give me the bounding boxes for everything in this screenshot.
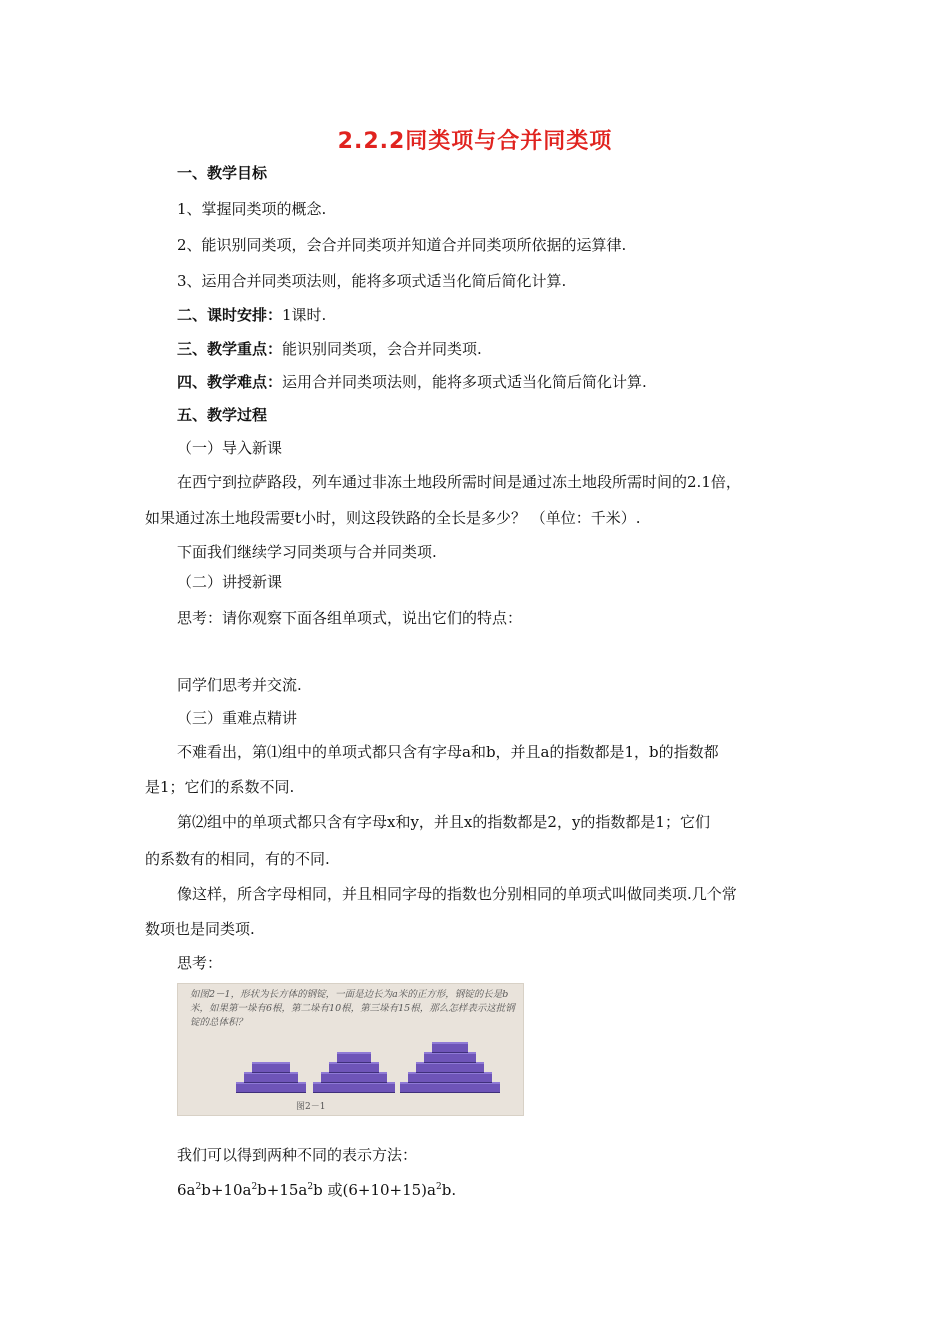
volume-formula xyxy=(177,1180,456,1200)
explanation-line-3: 第⑵组中的单项式都只含有字母x和y，并且x的指数都是2，y的指数都是1；它们 xyxy=(177,813,710,831)
difficulties-text: 运用合并同类项法则，能将多项式适当化简后简化计算. xyxy=(282,373,647,391)
think-label: 思考： xyxy=(177,954,223,972)
difficulties-line xyxy=(177,372,647,392)
representation-intro: 我们可以得到两种不同的表示方法： xyxy=(177,1146,418,1164)
subheading-key-explanation: （三）重难点精讲 xyxy=(177,709,298,727)
ingot-stack-3 xyxy=(400,1036,500,1092)
schedule-line xyxy=(177,305,326,325)
definition-line-2: 数项也是同类项. xyxy=(145,920,255,938)
formula-exponent: 2 xyxy=(195,1182,202,1192)
formula-part: b. xyxy=(441,1181,457,1199)
formula-part: b 或(6+10+15)a xyxy=(313,1181,436,1199)
explanation-line-2: 是1；它们的系数不同. xyxy=(145,778,295,796)
explanation-line-1: 不难看出，第⑴组中的单项式都只含有字母a和b，并且a的指数都是1，b的指数都 xyxy=(177,743,719,761)
formula-exponent: 2 xyxy=(435,1182,442,1192)
formula-part: b+10a xyxy=(201,1181,252,1199)
subheading-new-lesson: （二）讲授新课 xyxy=(177,573,283,591)
ingot-stack-2 xyxy=(313,1044,395,1092)
explanation-line-4: 的系数有的相同，有的不同. xyxy=(145,850,330,868)
steel-ingot-figure xyxy=(177,983,524,1116)
page-title: 2.2.2同类项与合并同类项 xyxy=(337,129,613,154)
section-heading-objectives: 一、教学目标 xyxy=(177,164,268,182)
definition-line-1: 像这样，所含字母相同，并且相同字母的指数也分别相同的单项式叫做同类项.几个常 xyxy=(177,885,737,903)
objective-2: 2、能识别同类项，会合并同类项并知道合并同类项所依据的运算律. xyxy=(177,236,627,254)
subheading-intro: （一）导入新课 xyxy=(177,439,283,457)
intro-paragraph-line-1: 在西宁到拉萨路段，列车通过非冻土地段所需时间是通过冻土地段所需时间的2.1倍， xyxy=(177,473,741,491)
formula-exponent: 2 xyxy=(251,1182,258,1192)
intro-paragraph-line-3: 下面我们继续学习同类项与合并同类项. xyxy=(177,543,437,561)
key-points-line xyxy=(177,339,482,359)
section-heading-key-points: 三、教学重点： xyxy=(177,340,283,358)
formula-part: 6a xyxy=(177,1181,196,1199)
section-heading-process: 五、教学过程 xyxy=(177,406,268,424)
figure-caption: 图2－1 xyxy=(296,1102,326,1112)
section-heading-schedule: 二、课时安排： xyxy=(177,306,283,324)
think-prompt: 思考：请你观察下面各组单项式，说出它们的特点： xyxy=(177,609,523,627)
formula-part: b+15a xyxy=(257,1181,308,1199)
objective-1: 1、掌握同类项的概念. xyxy=(177,200,327,218)
ingot-stack-1 xyxy=(236,1052,306,1092)
objective-3: 3、运用合并同类项法则，能将多项式适当化简后简化计算. xyxy=(177,272,567,290)
discuss-line: 同学们思考并交流. xyxy=(177,676,302,694)
formula-exponent: 2 xyxy=(307,1182,314,1192)
section-heading-difficulties: 四、教学难点： xyxy=(177,373,283,391)
schedule-text: 1课时. xyxy=(282,306,327,324)
figure-text: 如图2－1，形状为长方体的钢锭，一面是边长为a米的正方形，钢锭的长是b米，如果第一垛有6根，第二垛有10根，第三垛有15根，那么怎样表示这批钢锭的总体积？ xyxy=(190,989,515,1028)
key-points-text: 能识别同类项，会合并同类项. xyxy=(282,340,482,358)
intro-paragraph-line-2: 如果通过冻土地段需要t小时，则这段铁路的全长是多少？ （单位：千米）. xyxy=(145,509,641,527)
